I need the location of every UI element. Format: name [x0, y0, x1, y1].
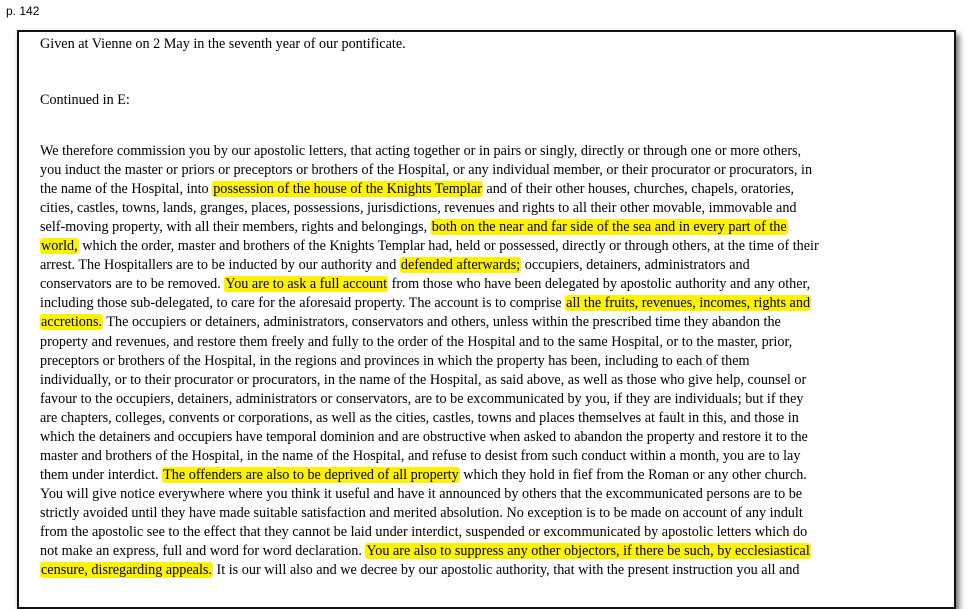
text-line — [40, 428, 808, 446]
text-line — [40, 447, 800, 465]
text-line — [40, 371, 806, 389]
highlighted-text: defended afterwards; — [400, 257, 521, 274]
text-segment: including those sub-delegated, to care for the aforesaid property. The account is to comprise — [40, 295, 566, 312]
text-segment: property and revenues, and restore them freely and fully to the order of the Hospital and to the same Hospital, or to the master, prior, — [40, 333, 793, 350]
highlighted-text: The offenders are also to be deprived of all property — [163, 466, 459, 483]
text-segment: you induct the master or priors or preceptors or brothers of the Hospital, or any individual member, or their procurator or procurators, in — [40, 162, 813, 179]
text-line — [40, 561, 800, 579]
continued-line: Continued in E: — [40, 92, 130, 108]
document-heading-line: Given at Vienne on 2 May in the seventh year of our pontificate. — [40, 36, 406, 52]
text-line — [40, 466, 807, 484]
text-segment: You will give notice everywhere where you think it useful and have it announced by others that the excommunicated persons are to be — [40, 485, 803, 502]
highlighted-text: accretions. — [41, 314, 103, 331]
text-line — [40, 218, 788, 236]
text-segment: The occupiers or detainers, administrators, conservators and others, unless within the prescribed time they abandon the — [103, 314, 781, 331]
text-segment: not make an express, full and word for word declaration. — [40, 543, 366, 560]
text-line — [40, 313, 781, 331]
highlighted-text: world, — [41, 238, 78, 255]
text-segment: It is our will also and we decree by our apostolic authority, that with the present instruction you all and — [212, 562, 800, 579]
text-segment: which they hold in fief from the Roman or any other church. — [459, 466, 807, 483]
text-segment: occupiers, detainers, administrators and — [521, 257, 750, 274]
text-segment: cities, castles, towns, lands, granges, places, possessions, jurisdictions, revenues and rights to all their other movable, immovable and — [40, 200, 797, 217]
highlighted-text: possession of the house of the Knights Templar — [213, 181, 482, 198]
text-segment: conservators are to be removed. — [40, 276, 225, 293]
text-line — [40, 237, 819, 255]
text-line — [40, 256, 750, 274]
highlighted-text: all the fruits, revenues, incomes, rights and — [566, 295, 811, 312]
text-line — [40, 542, 811, 560]
text-line — [40, 504, 803, 522]
text-segment: the name of the Hospital, into — [40, 181, 213, 198]
text-segment: arrest. The Hospitallers are to be inducted by our authority and — [40, 257, 400, 274]
text-line — [40, 485, 802, 503]
text-segment: are chapters, colleges, convents or corporations, as well as the cities, castles, towns and places themselves at fault in this, and those in — [40, 409, 799, 426]
text-line — [40, 409, 799, 427]
text-segment: preceptors or brothers of the Hospital, in the regions and provinces in which the property has been, including to each of them — [40, 352, 750, 369]
text-line — [40, 180, 794, 198]
text-segment: favour to the occupiers, detainers, administrators or conservators, are to be excommunicated by you, if they are individuals; but if they — [40, 390, 804, 407]
text-segment: self-moving property, with all their members, rights and belongings, — [40, 219, 431, 236]
text-segment: them under interdict. — [40, 466, 163, 483]
text-line — [40, 294, 811, 312]
text-segment: which the detainers and occupiers have temporal dominion and are obstructive when asked to abandon the property and restore it to the — [40, 428, 808, 445]
text-segment: which the order, master and brothers of the Knights Templar had, held or possessed, directly or through others, at the time of their — [78, 238, 819, 255]
text-line — [40, 352, 750, 370]
text-line — [40, 161, 812, 179]
text-line — [40, 333, 792, 351]
text-segment: We therefore commission you by our apostolic letters, that acting together or in pairs or singly, directly or through one or more others, — [40, 143, 802, 159]
highlighted-text: You are to ask a full account — [225, 276, 388, 293]
text-line — [40, 523, 807, 541]
text-line — [40, 199, 797, 217]
text-line — [40, 275, 810, 293]
text-segment: individually, or to their procurator or procurators, in the name of the Hospital, as said above, as well as those who give help, counsel or — [40, 371, 807, 388]
text-segment: from those who have been delegated by apostolic authority and any other, — [388, 276, 811, 293]
text-segment: and of their other houses, churches, chapels, oratories, — [482, 181, 795, 198]
text-segment: from the apostolic see to the effect that they cannot be laid under interdict, suspended or excommunicated by apostolic letters which do — [40, 524, 808, 540]
text-segment: master and brothers of the Hospital, in the name of the Hospital, and refuse to desist from such conduct within a month, you are to lay — [40, 447, 801, 464]
highlighted-text: censure, disregarding appeals. — [41, 562, 212, 579]
page-number-label: p. 142 — [6, 4, 40, 18]
document-excerpt — [17, 30, 956, 609]
text-line — [40, 142, 801, 160]
highlighted-text: You are also to suppress any other objectors, if there be such, by ecclesiastical — [366, 543, 810, 560]
highlighted-text: both on the near and far side of the sea and in every part of the — [431, 219, 787, 236]
text-line — [40, 390, 804, 408]
text-segment: strictly avoided until they have made suitable satisfaction and merited absolution. No exception is to be made on account of any indult — [40, 504, 803, 521]
